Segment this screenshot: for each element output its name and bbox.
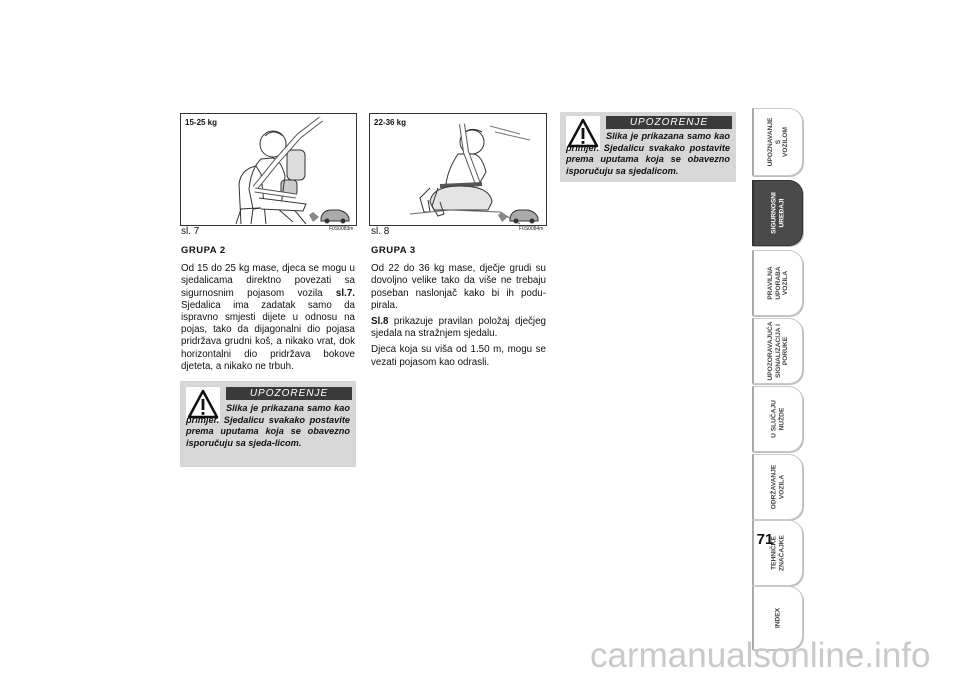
warning-text [566,131,730,177]
figure-caption: sl. 8 [371,226,390,237]
paragraph-text: Od 15 do 25 kg mase, djeca se mogu u sjedalicama direktno povezati sa sigurnosnim pojasom vozila [181,263,355,299]
figure-code: F0S0083m [329,226,354,232]
paragraph-text: prikazuje pravilan položaj dječjeg sjedala na stražnjem sjedalu. [371,316,546,340]
tab-upoznavanje-s-vozilom[interactable] [752,108,803,176]
page-number: 71 [756,531,774,548]
tab-odrzavanje-vozila[interactable] [752,454,803,520]
section-heading: GRUPA 3 [371,245,416,256]
figure-reference: sl.7. [335,287,355,299]
column-2-text [371,245,546,373]
tab-label: TEHNIČKE ZNAČAJKE [770,535,785,571]
tab-label: SIGURNOSNI UREĐAJI [770,192,785,234]
paragraph-text: Sjedalica ima zadatak samo da ispravno smjesti dijete u odnosu na pojas, tako da dijagonalni dio pojasa pridržava grudni koš, a nikako vrat, dok horizontalni dio pridržava bokove djeteta, a nikako ne trbuh. [181,299,355,372]
tab-pravilna-uporaba-vozila[interactable] [752,250,803,316]
tab-u-slucaju-nuzde[interactable] [752,386,803,452]
warning-title: UPOZORENJE [606,116,732,129]
warning-text [186,403,350,449]
warning-text-content: Slika je prikazana samo kao primjer. Sjedalicu svakako postavite prema uputama koja se obavezno isporučuju sa sjeda-licom. [186,403,350,448]
warning-box [560,112,736,182]
paragraph: Od 22 do 36 kg mase, dječje grudi su dovoljno velike tako da više ne trebaju poseban naslonjač kako bi ih podu-pirala. [371,263,546,311]
tab-label: INDEX [774,607,782,629]
child-seat-illustration [181,114,356,225]
tab-sigurnosni-uredaji[interactable] [752,180,803,246]
figure-sl8 [369,113,547,226]
section-heading: GRUPA 2 [181,245,226,256]
tab-tehnicke-znacajke[interactable] [752,520,803,586]
warning-text-content: Slika je prikazana samo kao primjer. Sjedalicu svakako postavite prema uputama koja se obavezno isporučuju sa sjedalicom. [566,131,730,176]
tab-label: PRAVILNA UPORABA VOZILA [766,266,789,300]
figure-code: F0S0084m [519,226,544,232]
tab-label: UPOZNAVANJE S VOZILOM [766,117,789,167]
warning-title: UPOZORENJE [226,387,352,400]
figure-sl7 [180,113,357,226]
figure-caption: sl. 7 [181,226,200,237]
watermark: carmanualsonline.info [590,636,931,675]
column-1-text [181,245,355,377]
figure-reference: Sl.8 [371,316,389,328]
booster-cushion-illustration [370,114,546,225]
figure-weight-label: 22-36 kg [374,118,407,127]
figure-weight-label: 15-25 kg [185,118,218,127]
tab-label: ODRŽAVANJE VOZILA [770,464,785,510]
tab-label: U SLUČAJU NUŽDE [770,400,785,438]
paragraph [181,263,355,373]
paragraph [371,316,546,340]
tab-upozoravajuca-signalizacija[interactable] [752,318,803,384]
warning-box [180,381,356,467]
paragraph: Djeca koja su viša od 1.50 m, mogu se vezati pojasom kao odrasli. [371,344,546,368]
tab-label: UPOZORAVAJUĆA SIGNALIZACIJA I PORUKE [766,321,789,381]
